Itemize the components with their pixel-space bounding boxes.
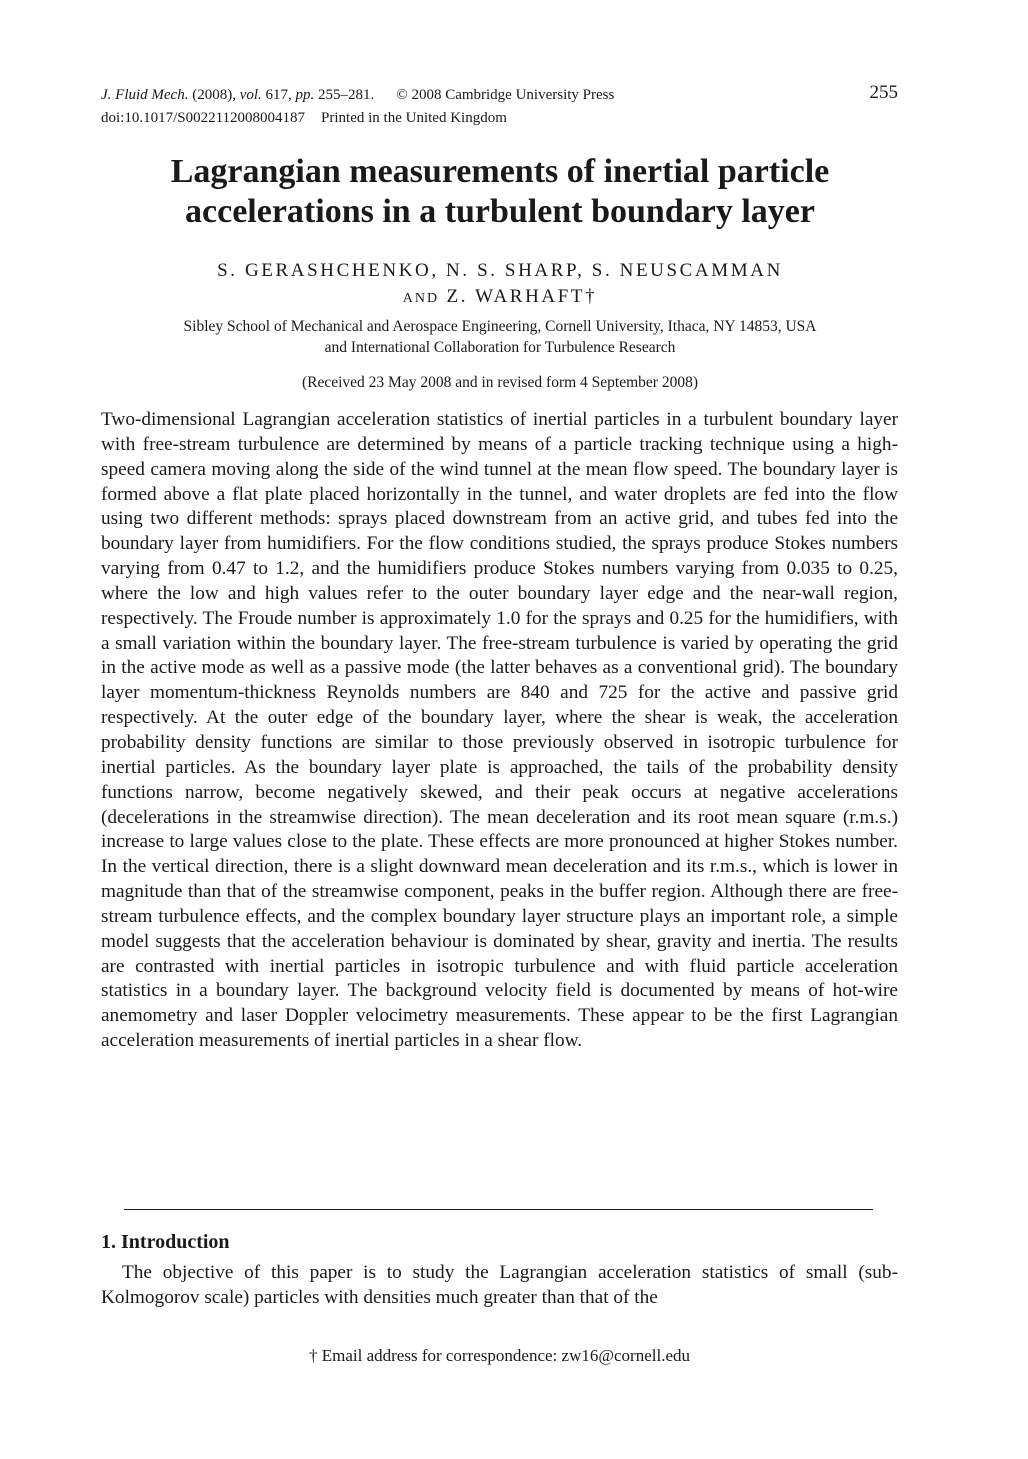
affiliation-line-1: Sibley School of Mechanical and Aerospace Engineering, Cornell University, Ithaca, NY 14853, USA xyxy=(183,318,817,335)
volume-number: 617, xyxy=(265,87,292,103)
journal-name: J. Fluid Mech. xyxy=(101,87,189,103)
volume-label: vol. xyxy=(239,87,262,103)
doi: doi:10.1017/S0022112008004187 xyxy=(101,110,306,126)
section-heading: 1. Introduction xyxy=(101,1231,230,1253)
journal-year: (2008), xyxy=(192,87,236,103)
abstract-divider xyxy=(124,1209,873,1210)
author-line-1: S. GERASHCHENKO, N. S. SHARP, S. NEUSCAMMAN xyxy=(217,260,783,281)
copyright-notice: © 2008 Cambridge University Press xyxy=(396,87,615,103)
abstract: Two-dimensional Lagrangian acceleration statistics of inertial particles in a turbulent boundary layer with free-stream turbulence are determined by means of a particle tracking technique using a high-speed camera moving along the side of the wind tunnel at the mean flow speed. The boundary layer is formed above a flat plate placed horizontally in the tunnel, and water droplets are fed into the flow using two different methods: sprays placed downstream from an active grid, and tubes fed into the boundary layer from humidifiers. For the flow conditions studied, the sprays produce Stokes numbers varying from 0.47 to 1.2, and the humidifiers produce Stokes numbers varying from 0.035 to 0.25, where the low and high values refer to the outer boundary layer edge and the near-wall region, respectively. The Froude number is approximately 1.0 for the sprays and 0.25 for the humidifiers, with a small variation within the boundary layer. The free-stream turbulence is varied by operating the grid in the active mode as well as a passive mode (the latter behaves as a conventional grid). The boundary layer momentum-thickness Reynolds numbers are 840 and 725 for the active and passive grid respectively. At the outer edge of the boundary layer, where the shear is weak, the acceleration probability density functions are similar to those previously observed in isotropic turbulence for inertial particles. As the boundary layer plate is approached, the tails of the probability density functions narrow, become negatively skewed, and their peak occurs at negative accelerations (decelerations in the streamwise direction). The mean deceleration and its root mean square (r.m.s.) increase to large values close to the plate. These effects are more pronounced at higher Stokes number. In the vertical direction, there is a slight downward mean deceleration and its r.m.s., which is lower in magnitude than that of the streamwise component, peaks in the buffer region. Although there are free-stream turbulence effects, and the complex boundary layer structure plays an important role, a simple model suggests that the acceleration behaviour is dominated by shear, gravity and inertia. The results are contrasted with inertial particles in isotropic turbulence and with fluid particle acceleration statistics in a boundary layer. The background velocity field is documented by means of hot-wire anemometry and laser Doppler velocimetry measurements. These appear to be the first Lagrangian acceleration measurements of inertial particles in a shear flow. xyxy=(101,409,898,1052)
affiliation-line-2: and International Collaboration for Turbulence Research xyxy=(324,339,676,356)
page-number: 255 xyxy=(869,82,898,103)
pages-label: pp. xyxy=(295,87,315,103)
section-body: The objective of this paper is to study the Lagrangian acceleration statistics of small (sub-Kolmogorov scale) particles with densities much greater than that of the xyxy=(101,1262,898,1308)
printed-notice: Printed in the United Kingdom xyxy=(321,110,507,126)
paper-title: Lagrangian measurements of inertial particle accelerations in a turbulent boundary layer xyxy=(170,153,830,230)
received-dates: (Received 23 May 2008 and in revised form 4 September 2008) xyxy=(301,374,698,391)
footnote: † Email address for correspondence: zw16@cornell.edu xyxy=(308,1346,690,1365)
author-last: Z. WARHAFT† xyxy=(446,286,598,307)
author-conjunction: AND xyxy=(402,291,440,306)
affiliation xyxy=(101,316,899,358)
running-header-doi xyxy=(101,109,507,127)
running-header-citation xyxy=(101,86,614,104)
page-range: 255–281. xyxy=(318,87,375,103)
author-line-2 xyxy=(101,284,899,312)
author-list xyxy=(101,258,899,312)
